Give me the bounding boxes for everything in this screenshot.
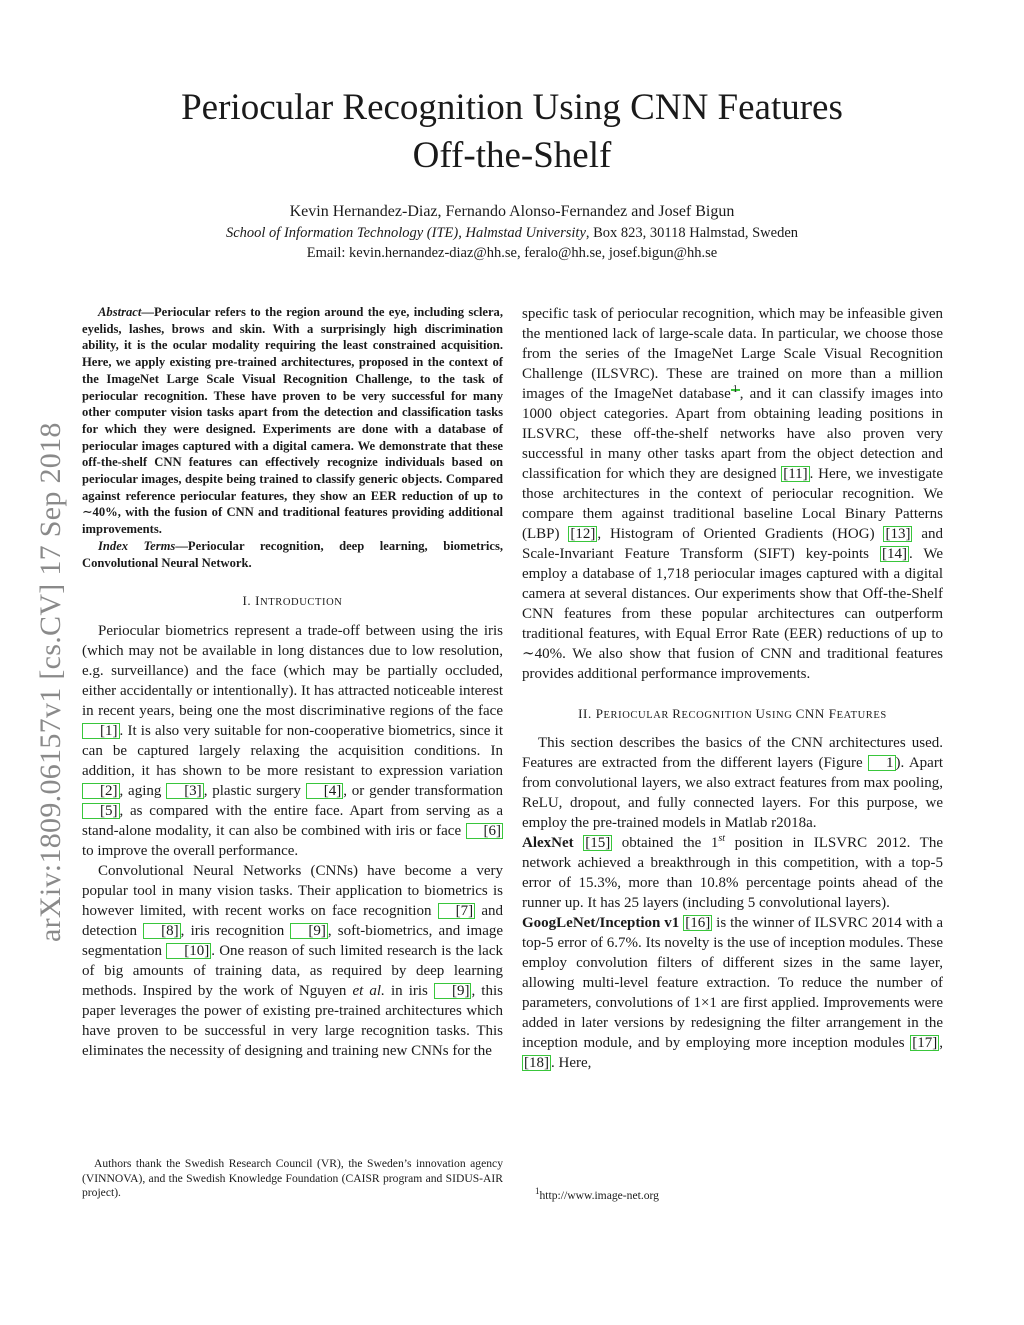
citation-link[interactable]: [7] — [438, 903, 476, 919]
abstract-text: —Periocular refers to the region around the eye, including sclera, eyelids, lashes, brows and skin. With a surprisingly high discrimination ability, it is the ocular modality requiring the least constrained acquisition. Here, we apply existing pre-trained architectures, proposed in the context of the ImageNet Large Scale Visual Recognition Challenge, to the task of periocular recognition. These have proven to be very successful for many other computer vision tasks apart from the detection and classification tasks for which they were designed. Experiments are done with a database of periocular images captured with a digital camera. We demonstrate that these off-the-shelf CNN features can effectively recognize individuals based on periocular images, despite being trained to classify generic objects. Compared against reference periocular features, they show an EER reduction of up to ∼40%, with the fusion of CNN and traditional features providing additional improvements. — [82, 305, 503, 537]
text-run: . Here, we investigate those architectures in the context of periocular recognition. We compare them against traditional baseline Local Binary Patterns (LBP) — [522, 466, 943, 542]
text-run: , this paper leverages the power of existing pre-trained architectures which have proven to be successful in very large recognition tasks. This eliminates the necessity of designing and training new CNNs for the — [82, 983, 503, 1060]
right-column — [522, 304, 943, 1073]
text-run: . One reason of such limited research is the lack of big amounts of training data, as required by deep learning methods. Inspired by the work of Nguyen — [82, 943, 503, 1000]
title-line-1: Periocular Recognition Using CNN Features — [181, 87, 843, 128]
text-run: , plastic surgery — [203, 783, 306, 800]
section-smallcaps: NTRODUCTION — [260, 597, 343, 609]
citation-link[interactable]: [17] — [912, 1035, 938, 1051]
index-terms — [82, 538, 503, 571]
figure-link[interactable]: 1 — [868, 755, 896, 771]
text-run: is the winner of ILSVRC 2014 with a top-5 error of 6.7%. Its novelty is the use of inception modules. These employ convolution filters of different sizes in the same layer, allowing multi-level feature extraction. To reduce the number of parameters, convolutions of 1×1 are first applied. Improvements were added in later versions by redesigning the filter arrangement in the inception module, and by employing more inception modules — [522, 915, 943, 1051]
text-run: , iris recognition — [180, 923, 291, 940]
text-run: , and it can classify images into 1000 object categories. Apart from obtaining leading positions in ILSVRC, these off-the-shelf networks have also proven very successful in many other tasks apart from the object detection and classification for which they are designed — [522, 386, 943, 482]
affiliation — [100, 225, 924, 242]
text-run: to improve the overall performance. — [82, 843, 299, 860]
section2-paragraph-1 — [522, 733, 943, 833]
text-run: et al. — [352, 983, 385, 1000]
abstract — [82, 304, 503, 538]
text-run: st — [718, 833, 726, 844]
text-run: ). Apart from convolutional layers, we also extract features from max pooling, ReLU, dropout, and fully connected layers. For this purpose, we employ the pre-trained models in Matlab r2018a. — [522, 755, 943, 831]
text-run: and Scale-Invariant Feature Transform (SIFT) key-points — [522, 526, 943, 562]
text-run: Convolutional Neural Networks (CNNs) have become a very popular tool in many vision tasks. Their application to biometrics is however limited, with recent works on face recognition — [82, 863, 503, 920]
text-run: , soft-biometrics, and image segmentation — [82, 923, 504, 960]
citation-link[interactable]: [2] — [82, 783, 120, 799]
paper-title — [100, 84, 924, 180]
text-run: R — [672, 706, 682, 721]
text-run: , or gender transformation — [343, 783, 503, 800]
citation-link[interactable]: [4] — [306, 783, 344, 799]
section-numeral: I. — [242, 593, 256, 609]
text-run: Periocular biometrics represent a trade-off between using the iris (which may not be available in long distances due to low resolution, e.g. surveillance) and the face (which may be partially occluded, either accidentally or intentionally). It has attracted noticeable interest in recent years, being one the most discriminative regions of the face — [82, 623, 503, 720]
text-run: in iris — [384, 983, 434, 1000]
citation-link[interactable]: [5] — [82, 803, 120, 819]
author-list: Kevin Hernandez-Diaz, Fernando Alonso-Fernandez and Josef Bigun — [289, 203, 735, 220]
text-run: This section describes the basics of the CNN architectures used. Features are extracted from the different layers (Figure — [522, 735, 943, 771]
citation-link[interactable]: [6] — [466, 823, 504, 839]
intro-paragraph-1 — [82, 621, 503, 861]
section-heading-cnn-features — [522, 706, 943, 722]
citation-link[interactable]: [10] — [166, 943, 211, 959]
intro-paragraph-2 — [82, 861, 503, 1061]
index-terms-text: —Periocular recognition, deep learning, biometrics, Convolutional Neural Network. — [82, 538, 503, 570]
citation-link[interactable]: [18] — [524, 1055, 549, 1071]
abstract-label: Abstract — [98, 305, 142, 319]
author-emails: Email: kevin.hernandez-diaz@hh.se, feralo@hh.se, josef.bigun@hh.se — [306, 245, 718, 261]
footnote-number: 1 — [535, 1186, 540, 1196]
section-numeral: II. — [578, 706, 596, 721]
arxiv-identifier: arXiv:1809.06157v1 [cs.CV] 17 Sep 2018 — [34, 422, 67, 942]
section-heading-introduction — [82, 593, 503, 609]
alexnet-paragraph — [522, 833, 943, 913]
footnote-marker[interactable]: 1 — [732, 384, 738, 395]
text-run: , Histogram of Oriented Gradients (HOG) — [597, 526, 884, 542]
text-run: P — [595, 706, 604, 721]
affiliation-institution: School of Information Technology (ITE), Halmstad University — [225, 225, 586, 241]
text-run: , as compared with the entire face. Apart from serving as a stand-alone modality, it can also be combined with iris or face — [82, 803, 503, 840]
text-run: . We employ a database of 1,718 periocular images captured with a digital camera at several distances. Our experiments show that Off-the-Shelf CNN features from these popular architectures can outperform traditional features, with Equal Error Rate (EER) reductions of up to ∼40%. We also show that fusion of CNN and traditional features provides additional performance improvements. — [522, 546, 943, 682]
citation-link[interactable]: [11] — [783, 466, 808, 482]
googlenet-name: GoogLeNet/Inception v1 — [522, 915, 680, 931]
intro-paragraph-3 — [522, 304, 943, 684]
text-run: CNN F — [795, 706, 837, 721]
alexnet-name: AlexNet — [522, 835, 574, 851]
url-footnote — [535, 1186, 659, 1202]
citation-link[interactable]: [3] — [166, 783, 204, 799]
footnote-url[interactable]: http://www.image-net.org — [539, 1188, 659, 1202]
section-initial: I — [255, 593, 261, 609]
citation-link[interactable]: [13] — [885, 526, 911, 542]
citation-link[interactable]: [16] — [685, 915, 711, 931]
title-line-2: Off-the-Shelf — [412, 135, 612, 176]
affiliation-address: , Box 823, 30118 Halmstad, Sweden — [585, 225, 799, 241]
text-run: ERIOCULAR — [603, 710, 673, 721]
citation-link[interactable]: [1] — [82, 723, 120, 739]
text-run: specific task of periocular recognition, which may be infeasible given the mentioned lack of large-scale data. In particular, we choose those from the series of the ImageNet Large Scale Visual Recognition Challenge (ILSVRC). These are trained on more than a million images of the ImageNet database — [522, 306, 943, 402]
text-run: ECOGNITION — [681, 710, 756, 721]
citation-link[interactable]: [12] — [570, 526, 596, 542]
text-run: SING — [765, 710, 796, 721]
text-run: obtained the 1 — [612, 835, 719, 851]
citation-link[interactable]: [14] — [881, 546, 907, 562]
citation-link[interactable]: [15] — [585, 835, 611, 851]
acknowledgement-footnote: Authors thank the Swedish Research Council (VR), the Sweden’s innovation agency (VINNOVA), and the Swedish Knowledge Foundation (CAISR program and SIDUS-AIR project). — [82, 1157, 503, 1199]
text-run: U — [755, 706, 766, 721]
index-terms-label: Index Terms — [98, 538, 176, 553]
googlenet-paragraph — [522, 913, 943, 1073]
left-column — [82, 304, 503, 1061]
text-run: , — [939, 1035, 943, 1051]
text-run: position in ILSVRC 2012. The network achieved a breakthrough in this competition, with a top-5 error of 15.3%, more than 10.8% percentage points ahead of the runner up. It has 25 layers (including 5 convolutional layers). — [522, 835, 943, 911]
text-run: . It is also very suitable for non-cooperative biometrics, since it can be captured largely relaxing the acquisition conditions. In addition, it has shown to be more resistant to expression variation — [82, 723, 503, 780]
citation-link[interactable]: [9] — [434, 983, 472, 999]
citation-link[interactable]: [8] — [143, 923, 181, 939]
text-run: and detection — [82, 903, 503, 940]
text-run: EATURES — [836, 710, 887, 721]
citation-link[interactable]: [9] — [290, 923, 328, 939]
text-run: . Here, — [551, 1055, 592, 1071]
text-run: , aging — [119, 783, 167, 800]
